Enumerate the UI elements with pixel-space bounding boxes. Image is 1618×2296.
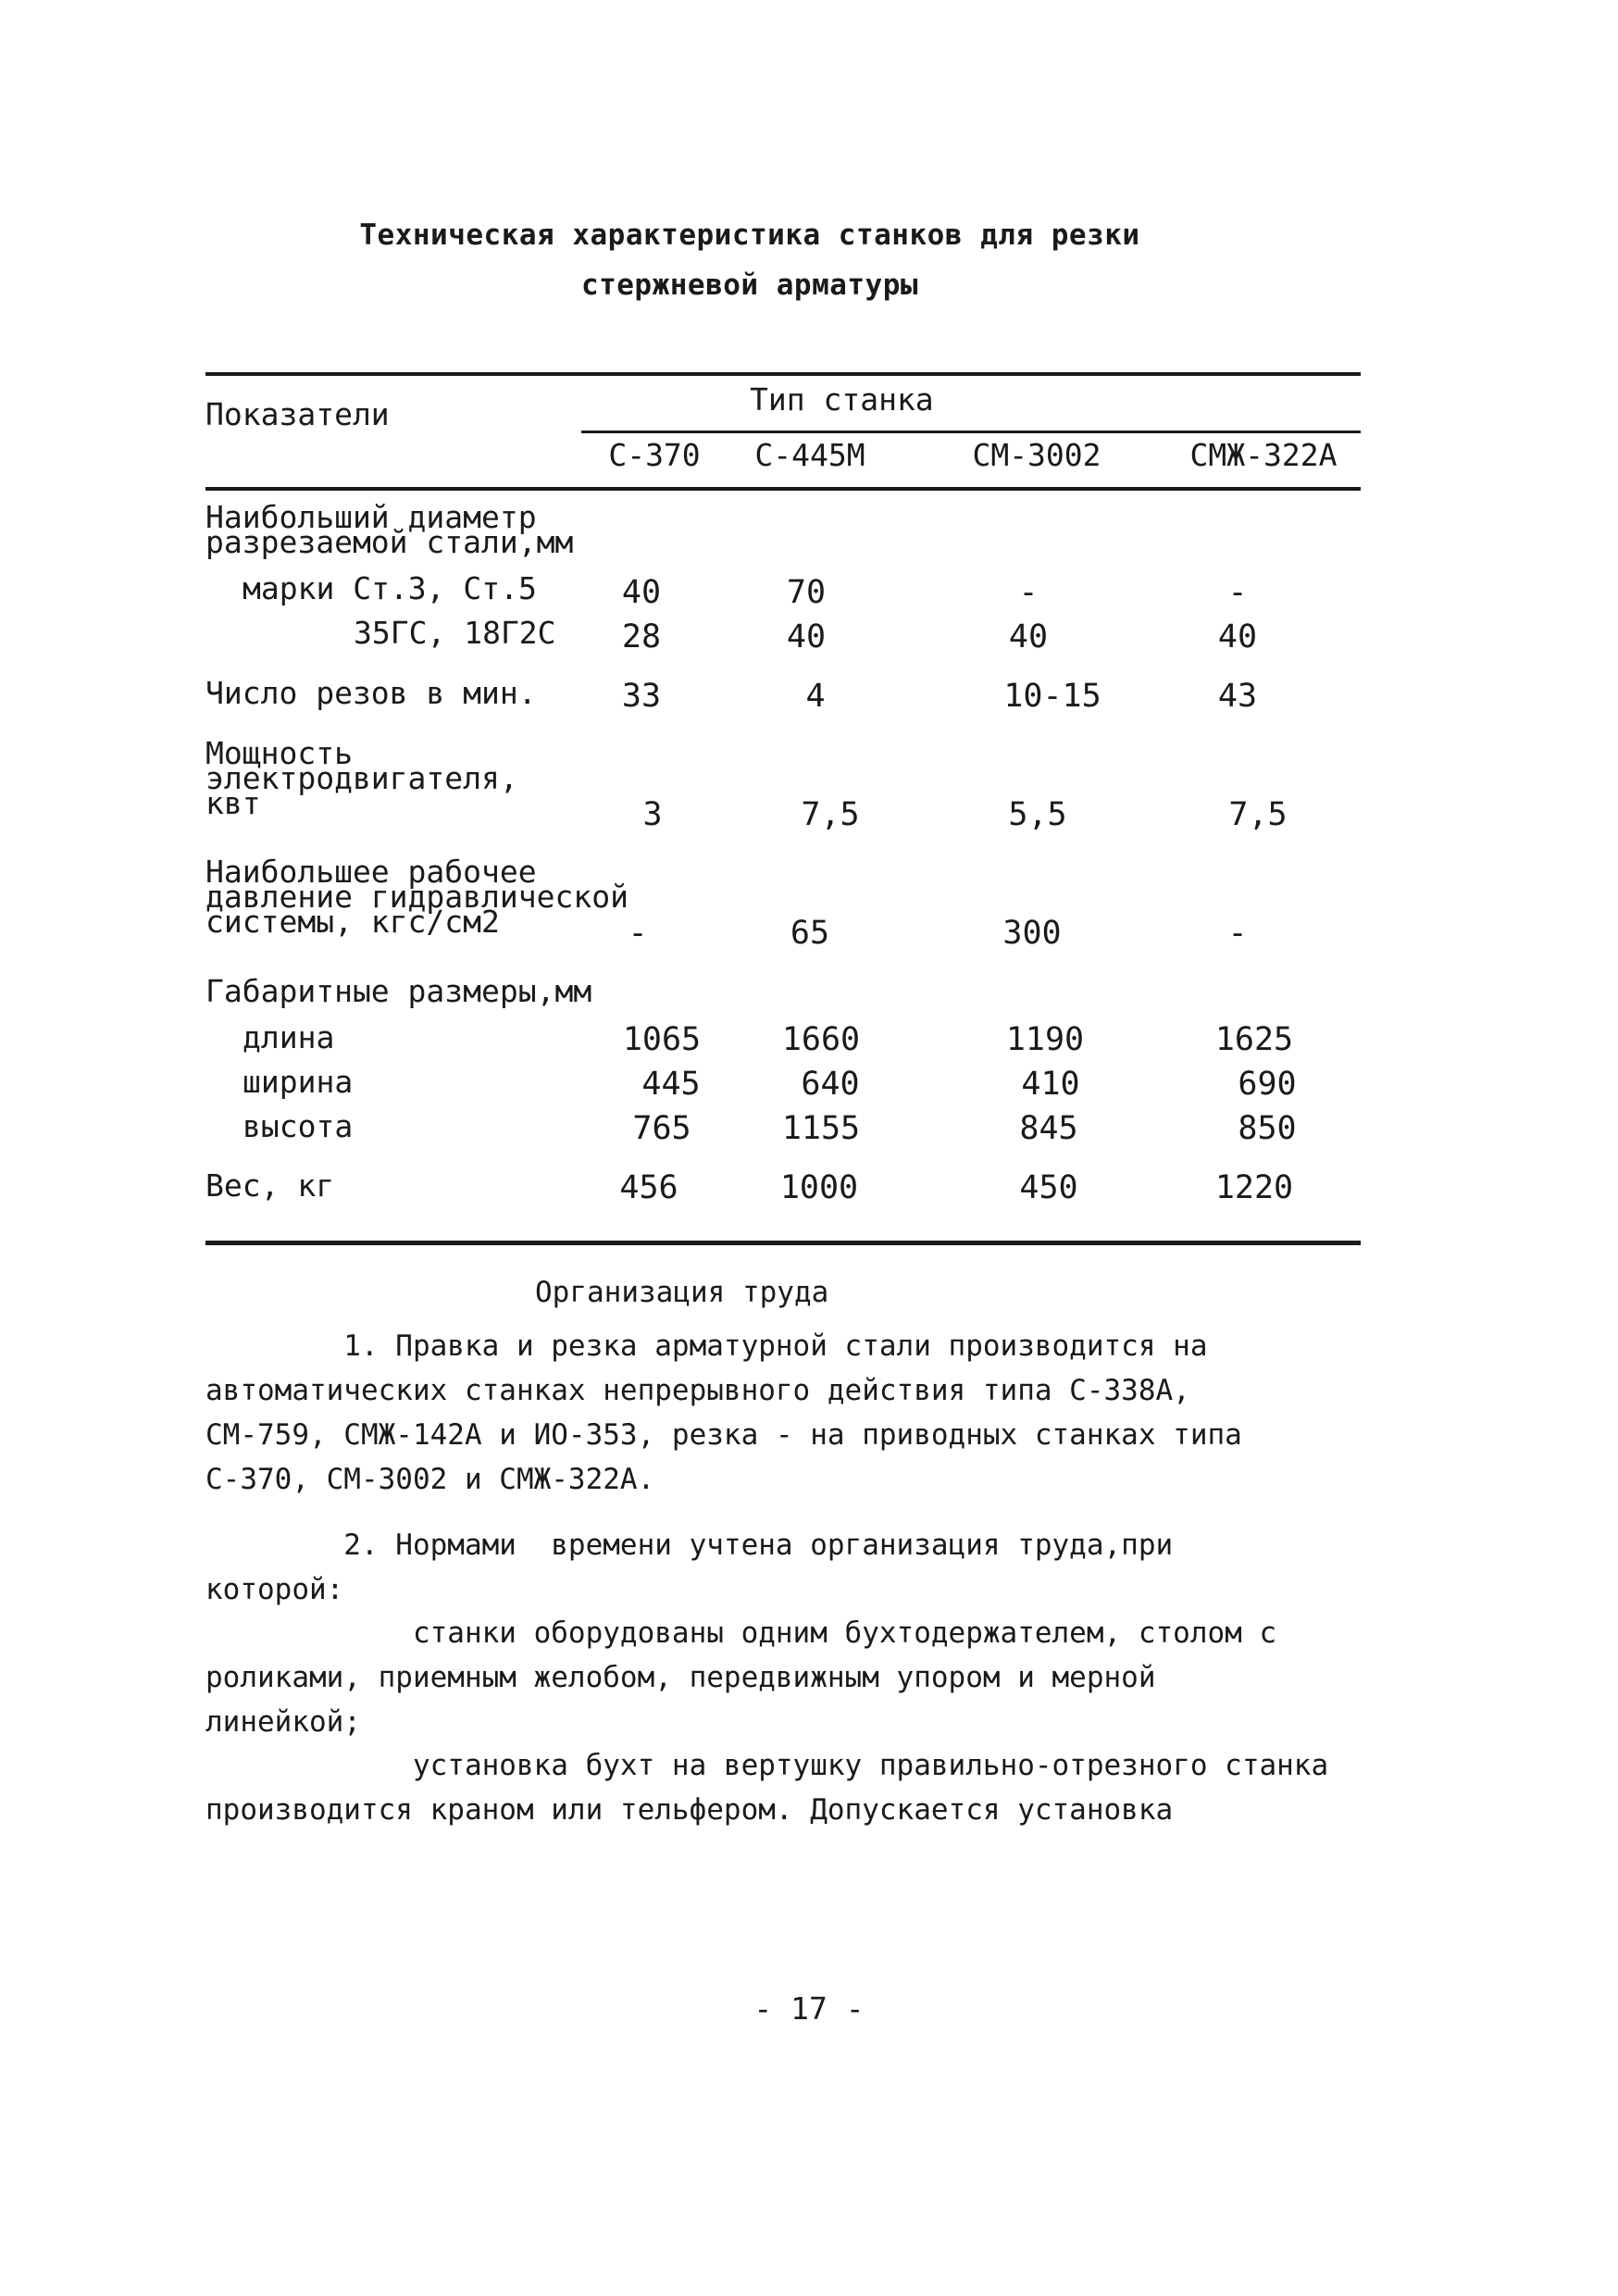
table-cell: 7,5 [801,796,860,833]
row-label-length: длина [243,1019,335,1055]
table-cell: 1220 [1214,1169,1294,1206]
row-label-dimensions: Габаритные размеры,мм [205,973,592,1009]
table-cell: 40 [1008,618,1049,655]
paragraph-3 [205,1611,1363,1744]
paragraph-line: установка бухт на вертушку правильно-отрезного станка [205,1749,1329,1782]
table-cell: 28 [621,618,662,655]
document-title-line-1: Техническая характеристика станков для резки [359,218,1140,252]
table-cell: 456 [619,1169,678,1206]
row-label-grade-35gs: 35ГС, 18Г2С [354,615,556,651]
table-cell: 40 [786,618,827,655]
table-cell: 850 [1238,1110,1297,1147]
table-cell: 1190 [1005,1021,1085,1058]
table-cell: 5,5 [1008,796,1067,833]
paragraph-line: 1. Правка и резка арматурной стали производится на [205,1329,1208,1363]
paragraph-2 [205,1523,1363,1612]
row-label-motor-power: Мощность электродвигателя, квт [205,735,518,821]
table-cell: - [628,915,648,952]
table-cell: 1625 [1214,1021,1294,1058]
table-header-bottom-rule [205,487,1361,491]
paragraph-1 [205,1324,1363,1502]
table-cell: 4 [805,678,826,715]
table-cell: 1000 [779,1169,859,1206]
paragraph-line: станки оборудованы одним бухтодержателем, столом с [205,1616,1277,1650]
table-cell: 65 [790,915,830,952]
table-cell: 40 [621,574,662,611]
table-cell: 3 [642,796,663,833]
column-header-1: С-370 [608,437,701,473]
table-cell: 40 [1217,618,1258,655]
table-cell: 410 [1021,1066,1080,1103]
table-top-rule [205,372,1361,376]
table-cell: 300 [1002,915,1062,952]
table-cell: 1660 [781,1021,861,1058]
table-header-indicator: Показатели [205,396,390,432]
table-cell: - [1227,915,1248,952]
table-cell: 450 [1019,1169,1078,1206]
table-cell: - [1018,574,1039,611]
table-subheader-rule [581,430,1361,433]
row-label-max-pressure: Наибольшее рабочее давление гидравлической системы, кгс/см2 [205,854,629,940]
row-label-height: высота [243,1108,354,1144]
table-header-machine-type: Тип станка [750,381,934,418]
table-cell: 1155 [781,1110,861,1147]
table-cell: 33 [621,678,662,715]
paragraph-line: роликами, приемным желобом, передвижным упором и мерной [205,1661,1156,1694]
row-label-max-diameter: Наибольший диаметр разрезаемой стали,мм [205,499,574,560]
table-cell: 70 [786,574,827,611]
paragraph-line: производится краном или тельфером. Допускается установка [205,1793,1174,1827]
table-cell: 43 [1217,678,1258,715]
table-bottom-rule [205,1241,1361,1245]
document-title-line-2: стержневой арматуры [580,268,919,302]
paragraph-line: автоматических станках непрерывного действия типа С-338А, [205,1374,1190,1407]
paragraph-4 [205,1743,1363,1832]
table-cell: 640 [801,1066,860,1103]
page-number: - 17 - [753,1990,865,2027]
table-cell: 690 [1238,1066,1297,1103]
table-cell: - [1227,574,1248,611]
paragraph-line: 2. Нормами времени учтена организация труда,при [205,1529,1174,1562]
table-cell: 845 [1019,1110,1078,1147]
table-cell: 1065 [622,1021,702,1058]
table-cell: 10-15 [1003,678,1101,715]
paragraph-line: которой: [205,1573,344,1606]
paragraph-line: линейкой; [205,1705,361,1739]
table-cell: 445 [641,1066,701,1103]
table-cell: 765 [632,1110,691,1147]
column-header-2: С-445М [754,437,865,473]
section-heading: Организация труда [535,1276,829,1309]
column-header-4: СМЖ-322А [1189,437,1338,473]
row-label-weight: Вес, кг [205,1167,335,1204]
paragraph-line: С-370, СМ-3002 и СМЖ-322А. [205,1463,655,1496]
column-header-3: СМ-3002 [972,437,1101,473]
paragraph-line: СМ-759, СМЖ-142А и ИО-35З, резка - на приводных станках типа [205,1418,1242,1452]
row-label-width: ширина [243,1064,354,1100]
row-label-grade-st3-st5: марки Ст.3, Ст.5 [243,570,537,606]
row-label-cuts-per-min: Число резов в мин. [205,675,537,711]
table-cell: 7,5 [1228,796,1288,833]
